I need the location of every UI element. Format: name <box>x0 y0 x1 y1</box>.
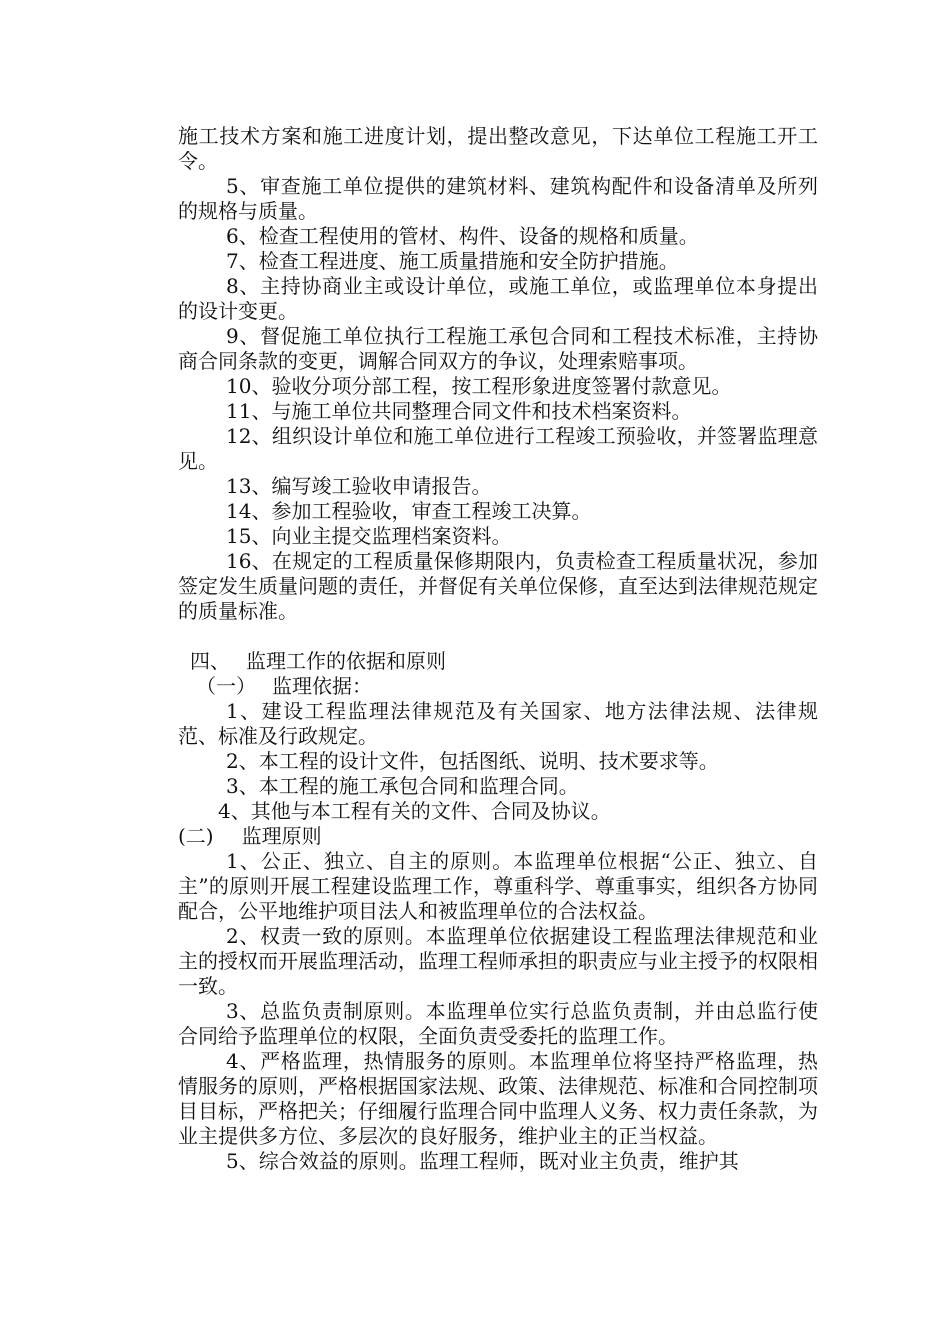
basis-item-3: 3、本工程的施工承包合同和监理合同。 <box>226 774 579 798</box>
duty-item-8: 8、主持协商业主或设计单位，或施工单位，或监理单位本身提出的设计变更。 <box>178 274 818 323</box>
basis-item-2: 2、本工程的设计文件，包括图纸、说明、技术要求等。 <box>226 749 719 773</box>
subsection-number: (二) <box>178 824 214 848</box>
duty-item-13: 13、编写竣工验收申请报告。 <box>226 474 492 498</box>
document-page <box>178 124 818 1174</box>
duty-item-16: 16、在规定的工程质量保修期限内，负责检查工程质量状况，参加签定发生质量问题的责任，并督促有关单位保修，直至达到法律规范规定的质量标准。 <box>178 549 818 623</box>
section-heading-4 <box>178 649 818 674</box>
subsection-number: （一） <box>196 674 256 698</box>
duty-item-5: 5、审查施工单位提供的建筑材料、建筑构配件和设备清单及所列的规格与质量。 <box>178 174 818 223</box>
duty-item-14: 14、参加工程验收，审查工程竣工决算。 <box>226 499 592 523</box>
principle-item-3: 3、总监负责制原则。本监理单位实行总监负责制，并由总监行使合同给予监理单位的权限，全面负责受委托的监理工作。 <box>178 999 818 1048</box>
duty-item-10: 10、验收分项分部工程，按工程形象进度签署付款意见。 <box>226 374 732 398</box>
subsection-heading-2 <box>178 824 818 849</box>
paragraph-continuation: 施工技术方案和施工进度计划，提出整改意见，下达单位工程施工开工令。 <box>178 124 818 173</box>
principle-item-4: 4、严格监理，热情服务的原则。本监理单位将坚持严格监理，热情服务的原则，严格根据国家法规、政策、法律规范、标准和合同控制项目目标，严格把关；仔细履行监理合同中监理人义务、权力责任条款，为业主提供多方位、多层次的良好服务，维护业主的正当权益。 <box>178 1049 818 1148</box>
section-number: 四、 <box>190 649 230 673</box>
principle-item-1: 1、公正、独立、自主的原则。本监理单位根据“公正、独立、自主”的原则开展工程建设监理工作，尊重科学、尊重事实，组织各方协同配合，公平地维护项目法人和被监理单位的合法权益。 <box>178 849 818 923</box>
subsection-title: 监理依据： <box>272 674 372 698</box>
subsection-title: 监理原则 <box>241 824 322 848</box>
basis-item-4: 4、其他与本工程有关的文件、合同及协议。 <box>218 799 611 823</box>
duty-item-9: 9、督促施工单位执行工程施工承包合同和工程技术标准，主持协商合同条款的变更，调解合同双方的争议，处理索赔事项。 <box>178 324 818 373</box>
basis-item-1: 1、建设工程监理法律规范及有关国家、地方法律法规、法律规范、标准及行政规定。 <box>178 699 818 748</box>
principle-item-5: 5、综合效益的原则。监理工程师，既对业主负责，维护其 <box>226 1149 739 1173</box>
duty-item-12: 12、组织设计单位和施工单位进行工程竣工预验收，并签署监理意见。 <box>178 424 818 473</box>
duty-item-11: 11、与施工单位共同整理合同文件和技术档案资料。 <box>226 399 692 423</box>
duty-item-15: 15、向业主提交监理档案资料。 <box>226 524 512 548</box>
duty-item-7: 7、检查工程进度、施工质量措施和安全防护措施。 <box>226 249 679 273</box>
subsection-heading-1 <box>178 674 818 699</box>
principle-item-2: 2、权责一致的原则。本监理单位依据建设工程监理法律规范和业主的授权而开展监理活动，监理工程师承担的职责应与业主授予的权限相一致。 <box>178 924 818 998</box>
duty-item-6: 6、检查工程使用的管材、构件、设备的规格和质量。 <box>226 224 699 248</box>
section-title: 监理工作的依据和原则 <box>246 649 446 673</box>
